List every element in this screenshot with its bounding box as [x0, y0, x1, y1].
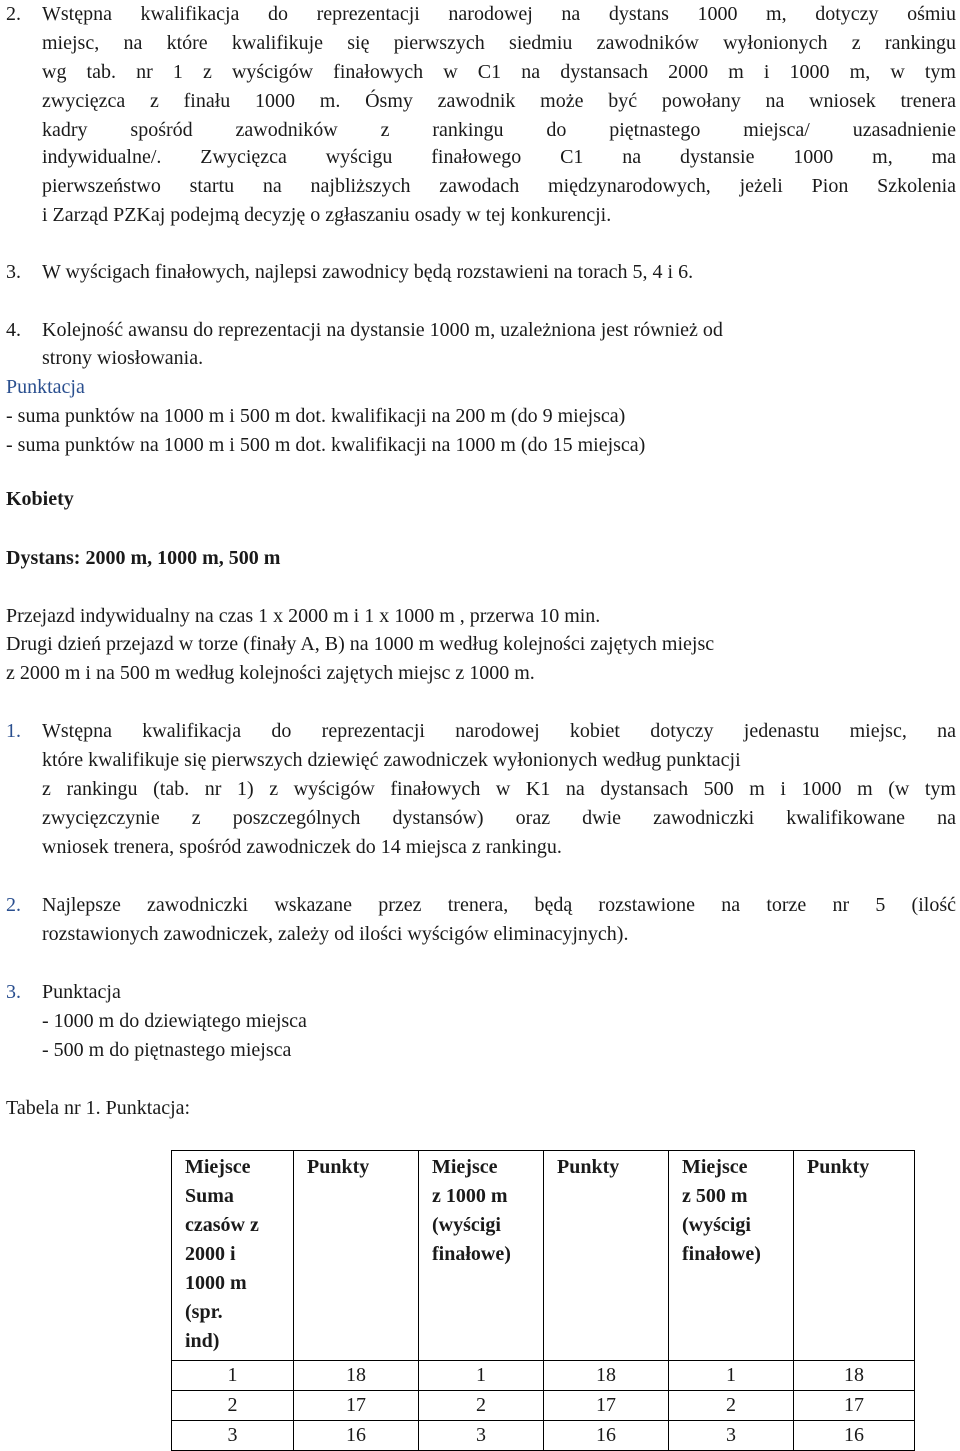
paragraph-line: pierwszeństwo startu na najbliższych zawodach międzynarodowych, jeżeli Pion Szkolenia	[42, 175, 956, 197]
scoring-table	[171, 1150, 915, 1451]
paragraph-line: indywidualne/. Zwycięzca wyścigu finałowego C1 na dystansie 1000 m, ma	[42, 146, 956, 168]
list-number: 2.	[6, 894, 21, 916]
paragraph-line: Najlepsze zawodniczki wskazane przez trenera, będą rozstawione na torze nr 5 (ilość	[42, 894, 956, 916]
table-header-cell: Miejsce z 500 m (wyścigi finałowe)	[669, 1151, 794, 1361]
table-cell: 18	[544, 1361, 669, 1391]
paragraph-line: Kolejność awansu do reprezentacji na dystansie 1000 m, uzależniona jest również od	[42, 319, 723, 341]
table-cell: 16	[544, 1421, 669, 1451]
paragraph-line: zwycięzca z finału 1000 m. Ósmy zawodnik może być powołany na wniosek trenera	[42, 90, 956, 112]
scoring-line: - 500 m do piętnastego miejsca	[42, 1039, 292, 1061]
section-heading-women: Kobiety	[6, 488, 74, 510]
scoring-line: - suma punktów na 1000 m i 500 m dot. kwalifikacji na 200 m (do 9 miejsca)	[6, 405, 626, 427]
table-cell: 2	[419, 1391, 544, 1421]
table-header-cell: Punkty	[294, 1151, 419, 1361]
paragraph-line: zwycięzczynie z poszczególnych dystansów) oraz dwie zawodniczki kwalifikowane na	[42, 807, 956, 829]
table-cell: 1	[419, 1361, 544, 1391]
paragraph-line: miejsc, na które kwalifikuje się pierwszych siedmiu zawodników wyłonionych z rankingu	[42, 32, 956, 54]
table-cell: 2	[172, 1391, 294, 1421]
table-header-cell: Miejsce Suma czasów z 2000 i 1000 m (spr. ind)	[172, 1151, 294, 1361]
table-cell: 2	[669, 1391, 794, 1421]
paragraph-line: Przejazd indywidualny na czas 1 x 2000 m i 1 x 1000 m , przerwa 10 min.	[6, 605, 601, 627]
paragraph-line: strony wiosłowania.	[42, 347, 204, 369]
distances-heading: Dystans: 2000 m, 1000 m, 500 m	[6, 547, 281, 569]
list-number: 3.	[6, 981, 21, 1003]
list-number: 3.	[6, 261, 21, 283]
scoring-line: - 1000 m do dziewiątego miejsca	[42, 1010, 307, 1032]
paragraph-line: wg tab. nr 1 z wyścigów finałowych w C1 na dystansach 2000 m i 1000 m, w tym	[42, 61, 956, 83]
table-cell: 3	[172, 1421, 294, 1451]
table-row	[172, 1421, 915, 1451]
table-header-cell: Punkty	[794, 1151, 915, 1361]
table-row	[172, 1391, 915, 1421]
paragraph-line: wniosek trenera, spośród zawodniczek do 14 miejsca z rankingu.	[42, 836, 562, 858]
paragraph-line: rozstawionych zawodniczek, zależy od ilości wyścigów eliminacyjnych).	[42, 923, 629, 945]
table-cell: 18	[794, 1361, 915, 1391]
list-number: 2.	[6, 3, 21, 25]
table-header-row	[172, 1151, 915, 1361]
paragraph-line: z rankingu (tab. nr 1) z wyścigów finałowych w K1 na dystansach 500 m i 1000 m (w tym	[42, 778, 956, 800]
paragraph-line: W wyścigach finałowych, najlepsi zawodnicy będą rozstawieni na torach 5, 4 i 6.	[42, 261, 694, 283]
table-cell: 17	[544, 1391, 669, 1421]
paragraph-line: które kwalifikuje się pierwszych dziewięć zawodniczek wyłonionych według punktacji	[42, 749, 741, 771]
list-number: 1.	[6, 720, 21, 742]
scoring-heading: Punktacja	[42, 981, 121, 1003]
table-header-cell: Miejsce z 1000 m (wyścigi finałowe)	[419, 1151, 544, 1361]
table-header-cell: Punkty	[544, 1151, 669, 1361]
paragraph-line: z 2000 m i na 500 m według kolejności zajętych miejsc z 1000 m.	[6, 662, 535, 684]
paragraph-line: Drugi dzień przejazd w torze (finały A, B) na 1000 m według kolejności zajętych miejsc	[6, 633, 715, 655]
table-caption: Tabela nr 1. Punktacja:	[6, 1097, 191, 1119]
paragraph-line: Wstępna kwalifikacja do reprezentacji narodowej na dystans 1000 m, dotyczy ośmiu	[42, 3, 956, 25]
list-number: 4.	[6, 319, 21, 341]
table-cell: 16	[794, 1421, 915, 1451]
table-cell: 17	[294, 1391, 419, 1421]
paragraph-line: i Zarząd PZKaj podejmą decyzję o zgłaszaniu osady w tej konkurencji.	[42, 204, 612, 226]
table-cell: 18	[294, 1361, 419, 1391]
paragraph-line: Wstępna kwalifikacja do reprezentacji narodowej kobiet dotyczy jedenastu miejsc, na	[42, 720, 956, 742]
scoring-line: - suma punktów na 1000 m i 500 m dot. kwalifikacji na 1000 m (do 15 miejsca)	[6, 434, 646, 456]
scoring-heading: Punktacja	[6, 376, 85, 398]
table-cell: 3	[419, 1421, 544, 1451]
table-cell: 1	[172, 1361, 294, 1391]
table-cell: 17	[794, 1391, 915, 1421]
table-row	[172, 1361, 915, 1391]
table-cell: 3	[669, 1421, 794, 1451]
table-cell: 1	[669, 1361, 794, 1391]
paragraph-line: kadry spośród zawodników z rankingu do piętnastego miejsca/ uzasadnienie	[42, 119, 956, 141]
table-cell: 16	[294, 1421, 419, 1451]
